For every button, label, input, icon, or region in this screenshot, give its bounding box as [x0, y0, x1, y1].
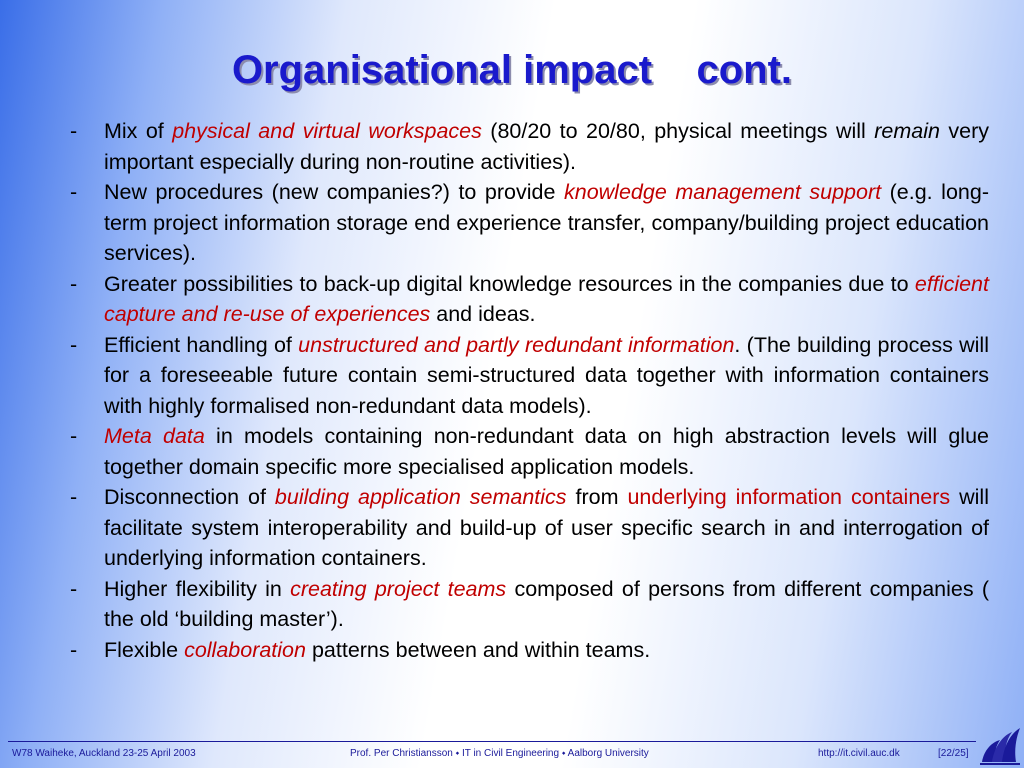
bullet-item [66, 635, 989, 666]
footer-author: Prof. Per Christiansson ⬩ IT in Civil Engineering ⬩ Aalborg University [350, 748, 649, 759]
bullet-item [66, 330, 989, 422]
bullet-text: Flexible [104, 637, 185, 662]
bullet-item [66, 574, 989, 635]
bullet-text: Efficient handling of [104, 332, 299, 357]
bullet-item [66, 116, 989, 177]
footer-url-link[interactable]: http://it.civil.auc.dk [818, 748, 900, 759]
bullet-dash: - [70, 637, 78, 662]
bullet-text: New procedures (new companies?) to provide [104, 180, 564, 204]
highlighted-phrase: underlying information containers [627, 485, 951, 509]
bullet-text: from [566, 485, 628, 509]
bullet-text: very important especially during non-routine activities). [104, 119, 989, 174]
highlighted-phrase: efficient capture and re-use of experiences [104, 271, 989, 326]
footer-divider [8, 741, 976, 742]
bullet-text: composed of persons from different companies ( the old ‘building master’). [104, 576, 990, 631]
bullet-dash: - [70, 119, 78, 143]
highlighted-phrase: building application semantics [274, 485, 567, 509]
bullet-dash: - [70, 271, 78, 296]
bullet-item [66, 269, 989, 330]
bullet-item [66, 482, 989, 574]
bullet-text: . (The building process will for a foreseeable future contain semi-structured data together with information containers with highly formalised non-redundant data models). [104, 332, 989, 418]
bullet-text: Disconnection of [104, 485, 275, 509]
highlighted-phrase: physical and virtual workspaces [172, 119, 482, 143]
bullet-dash: - [70, 180, 78, 204]
bullet-dash: - [70, 576, 78, 601]
bullet-dash: - [70, 424, 78, 448]
university-logo-icon [978, 722, 1022, 766]
bullet-list [66, 116, 989, 665]
footer-page-number: [22/25] [938, 748, 969, 759]
bullet-dash: - [70, 332, 78, 357]
bullet-text: patterns between and within teams. [305, 637, 651, 662]
bullet-text: Greater possibilities to back-up digital knowledge resources in the companies due to [104, 271, 915, 296]
footer-event: W78 Waiheke, Auckland 23-25 April 2003 [12, 748, 196, 759]
emphasized-word: remain [874, 119, 940, 143]
highlighted-phrase: knowledge management support [563, 180, 882, 204]
bullet-text: Mix of [104, 119, 173, 143]
bullet-text: Higher flexibility in [104, 576, 291, 601]
bullet-text: (e.g. long-term project information storage end experience transfer, company/building project education services). [104, 180, 989, 265]
bullet-text: and ideas. [430, 302, 536, 326]
bullet-text: in models containing non-redundant data on high abstraction levels will glue together domain specific more specialised application models. [104, 424, 989, 479]
slide-title: Organisational impact cont. [231, 48, 793, 92]
bullet-item [66, 421, 989, 482]
bullet-text: will facilitate system interoperability and build-up of user specific search in and interrogation of underlying information containers. [104, 485, 989, 570]
bullet-item [66, 177, 989, 269]
bullet-text: (80/20 to 20/80, physical meetings will [481, 119, 875, 143]
bullet-dash: - [70, 485, 78, 509]
highlighted-phrase: creating project teams [290, 576, 507, 601]
highlighted-phrase: Meta data [104, 424, 205, 448]
highlighted-phrase: collaboration [184, 637, 306, 662]
highlighted-phrase: unstructured and partly redundant information [298, 332, 735, 357]
